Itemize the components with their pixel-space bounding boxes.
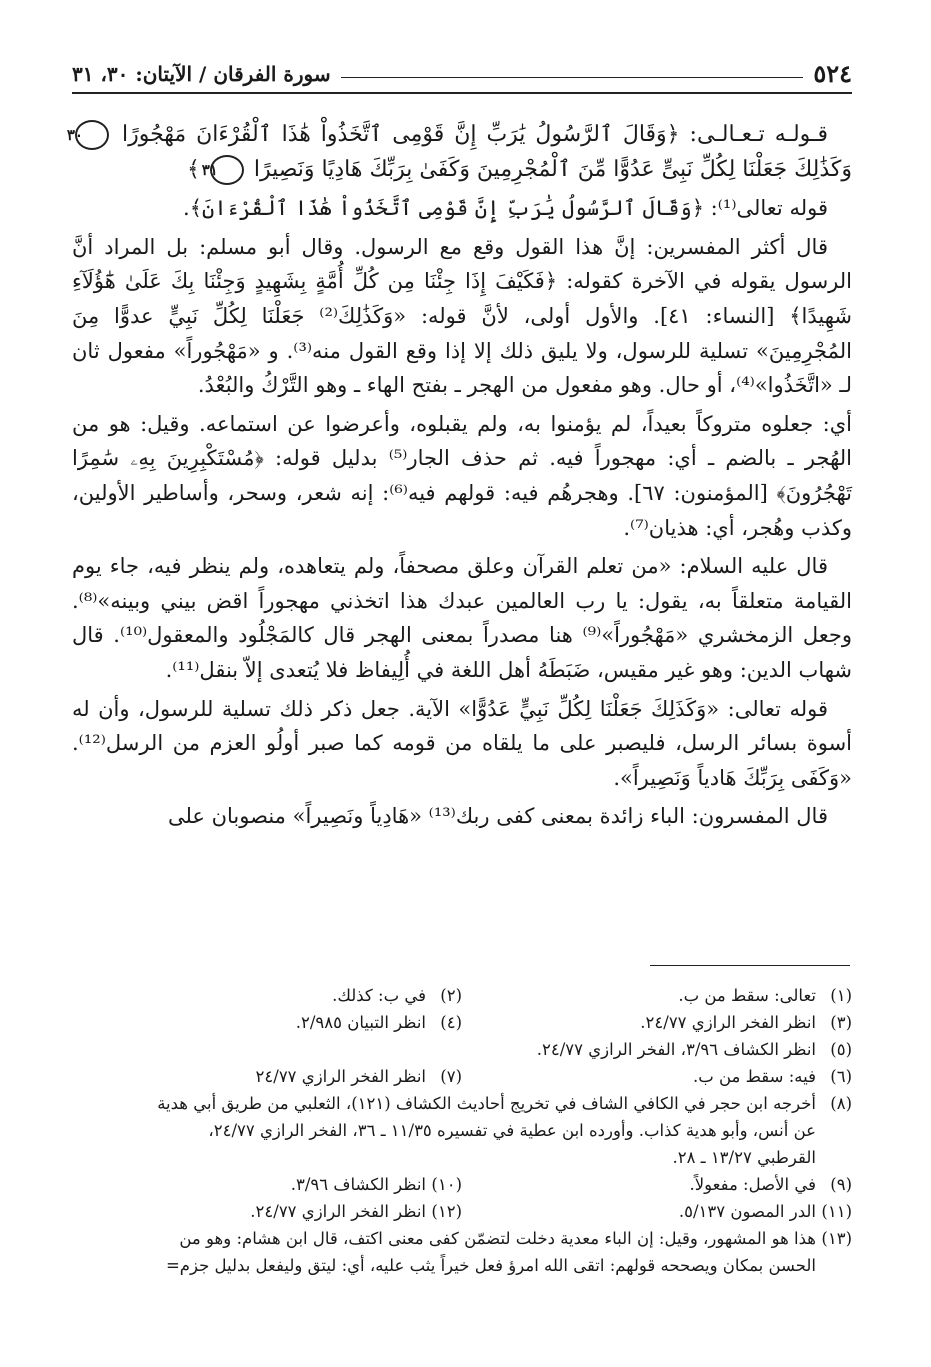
footnotes xyxy=(72,982,852,1279)
footnote-5 xyxy=(72,1036,852,1063)
footnote-8-line-3: القرطبي ١٣/٢٧ ـ ٢٨. xyxy=(672,1148,816,1167)
paragraph-6: قال المفسرون: الباء زائدة بمعنى كفى ربك⁽¹³⁾ «هَادِياً ونَصِيراً» منصوبان على xyxy=(167,804,828,829)
footnote-1 xyxy=(462,982,852,1009)
footnote-8-line-2: عن أنس، وأبو هدية كذاب. وأورده ابن عطية في تفسيره ١١/٣٥ ـ ٣٦، الفخر الرازي ٢٤/٧٧، xyxy=(208,1121,816,1140)
footnote-7 xyxy=(72,1063,462,1090)
footnote-4 xyxy=(72,1009,462,1036)
footnote-text: انظر التبيان ٢/٩٨٥. xyxy=(295,1013,426,1032)
verse-close-bracket: ﴾ xyxy=(186,156,200,182)
footnote-text: هذا هو المشهور، وقيل: إن الباء معدية دخلت لتضمّن كفى معنى اكتف، قال ابن هشام: وهو من xyxy=(179,1229,816,1248)
footnote-row xyxy=(72,1198,852,1225)
footnote-6 xyxy=(462,1063,852,1090)
paragraph-1: قوله تعالى⁽¹⁾: ﴿وَقَالَ ٱلرَّسُولُ يَٰرَبِّ إِنَّ قَوْمِى ٱتَّخَذُواْ هَٰذَا ٱلْقُرْءَانَ﴾. xyxy=(183,196,828,221)
footnote-12 xyxy=(72,1198,462,1225)
footnote-number: (٥) xyxy=(830,1040,852,1059)
footnote-number: (١٢) xyxy=(431,1202,462,1221)
paragraph-4: قال عليه السلام: «من تعلم القرآن وعلق مصحفاً، ولم يتعاهده، ولم ينظر فيه، جاء يوم القيامة متعلقاً به، يقول: يا رب العالمين عبدك هذا اتخذني مهجوراً اقض بيني وبينه»⁽⁸⁾. وجعل الزمخشري «مَهْجُوراً»⁽⁹⁾ هنا مصدراً بمعنى الهجر قال كالمَجْلُود والمعقول⁽¹⁰⁾. قال شهاب الدين: وهو غير مقيس، ضَبَطَهُ أهل اللغة في أُلِيفاظ فلا يُتعدى إلاّ بنقل⁽¹¹⁾. xyxy=(72,554,852,682)
footnote-text: انظر الفخر الرازي ٢٤/٧٧ xyxy=(255,1067,426,1086)
footnote-row xyxy=(72,1171,852,1198)
running-title: سورة الفرقان / الآيتان: ٣٠، ٣١ xyxy=(72,62,331,86)
footnote-number: (٢) xyxy=(440,986,462,1005)
footnote-text: فيه: سقط من ب. xyxy=(692,1067,816,1086)
footnote-row xyxy=(72,982,852,1009)
footnote-8 xyxy=(72,1090,852,1117)
quran-verse-block xyxy=(66,118,852,187)
footnote-separator xyxy=(650,965,850,966)
footnote-number: (٣) xyxy=(830,1013,852,1032)
footnote-row xyxy=(72,1009,852,1036)
footnote-text: تعالى: سقط من ب. xyxy=(678,986,816,1005)
footnote-9 xyxy=(462,1171,852,1198)
footnote-row xyxy=(72,1036,852,1063)
verse-text-30: ﴿وَقَالَ ٱلرَّسُولُ يَٰرَبِّ إِنَّ قَوْمِى ٱتَّخَذُواْ هَٰذَا ٱلْقُرْءَانَ مَهْجُورًا xyxy=(121,122,680,147)
verse-intro: قـولـه تـعـالـى: xyxy=(689,122,829,147)
footnote-text: انظر الفخر الرازي ٢٤/٧٧. xyxy=(250,1202,426,1221)
header-rule xyxy=(341,77,804,78)
footnote-row xyxy=(72,1090,852,1117)
footnote-text: انظر الكشاف ٣/٩٦، الفخر الرازي ٢٤/٧٧. xyxy=(536,1040,816,1059)
footnote-number: (٩) xyxy=(830,1175,852,1194)
footnote-text: الدر المصون ٥/١٣٧. xyxy=(678,1202,816,1221)
footnote-number: (٦) xyxy=(830,1067,852,1086)
paragraph-2: قال أكثر المفسرين: إنَّ هذا القول وقع مع الرسول. وقال أبو مسلم: بل المراد أنَّ الرسول يقوله في الآخرة كقوله: ﴿فَكَيْفَ إِذَا جِئْنَا مِن كُلِّ أُمَّةٍ بِشَهِيدٍ وَجِئْنَا بِكَ عَلَىٰ هَٰٓؤُلَآءِ شَهِيدًا﴾ [النساء: ٤١]. والأول أولى، لأنَّ قوله: «وَكَذَٰلِكَ⁽²⁾ جَعَلْنَا لِكُلِّ نَبِيٍّ عدوًّا مِنَ المُجْرِمِينَ» تسلية للرسول، ولا يليق ذلك إلا إذا وقع القول منه⁽³⁾. و «مَهْجُوراً» مفعول ثان لـ «اتَّخَذُوا»⁽⁴⁾، أو حال. وهو مفعول من الهجر ـ بفتح الهاء ـ وهو التَّرْكُ والبُعْدُ. xyxy=(72,234,852,398)
footnote-number: (٤) xyxy=(440,1013,462,1032)
footnote-number: (١٣) xyxy=(821,1229,852,1248)
verse-text-31: وَكَذَٰلِكَ جَعَلْنَا لِكُلِّ نَبِىٍّ عَدُوًّا مِّنَ ٱلْمُجْرِمِينَ وَكَفَىٰ بِرَبِّكَ هَادِيًا وَنَصِيرًا xyxy=(253,156,852,182)
footnote-text: انظر الفخر الرازي ٢٤/٧٧. xyxy=(640,1013,816,1032)
footnote-text: في ب: كذلك. xyxy=(332,986,426,1005)
footnote-row xyxy=(72,1063,852,1090)
main-text xyxy=(66,118,852,838)
paragraph-5: قوله تعالى: «وَكَذَلِكَ جَعَلْنَا لِكُلِّ نَبِيٍّ عَدُوًّا» الآية. جعل ذكر ذلك تسلية للرسول، وأن له أسوة بسائر الرسل، فليصبر على ما يلقاه من قومه كما صبر أولُو العزم من الرسل⁽¹²⁾. «وَكَفَى بِرَبِّكَ هَادياً وَنَصِيراً». xyxy=(72,696,852,790)
aya-number-31: ٣١ xyxy=(210,155,244,185)
footnote-text: انظر الكشاف ٣/٩٦. xyxy=(290,1175,426,1194)
footnote-text: أخرجه ابن حجر في الكافي الشاف في تخريج أحاديث الكشاف (١٢١)، الثعلبي من طريق أبي هدية xyxy=(157,1094,816,1113)
footnote-10 xyxy=(72,1171,462,1198)
footnote-number: (٧) xyxy=(440,1067,462,1086)
footnote-row xyxy=(72,1225,852,1252)
footnote-text: في الأصل: مفعولاً. xyxy=(689,1175,816,1194)
page-number: ٥٢٤ xyxy=(813,59,852,88)
footnote-2 xyxy=(72,982,462,1009)
footnote-number: (٨) xyxy=(830,1094,852,1113)
aya-number-30: ٣٠ xyxy=(75,120,109,150)
paragraph-3: أي: جعلوه متروكاً بعيداً، لم يؤمنوا به، ولم يقبلوه، وأعرضوا عن استماعه. وقيل: هو من الهُجر ـ بالضم ـ أي: مهجوراً فيه. ثم حذف الجار⁽⁵⁾ بدليل قوله: ﴿مُسْتَكْبِرِينَ بِهِۦ سَٰمِرًا تَهْجُرُونَ﴾ [المؤمنون: ٦٧]. وهجرهُم فيه: قولهم فيه⁽⁶⁾: إنه شعر، وسحر، وأساطير الأولين، وكذب وهُجر، أي: هذيان⁽⁷⁾. xyxy=(72,411,852,540)
footnote-number: (١) xyxy=(830,986,852,1005)
footnote-13-line-2: الحسن بمكان ويصححه قولهم: اتقى الله امرؤ فعل خيراً يثب عليه، أي: ليتق وليفعل بدليل جزم= xyxy=(165,1256,816,1275)
footnote-13 xyxy=(72,1225,852,1252)
footnote-number: (١١) xyxy=(821,1202,852,1221)
footnote-number: (١٠) xyxy=(431,1175,462,1194)
footnote-3 xyxy=(462,1009,852,1036)
footnote-11 xyxy=(462,1198,852,1225)
page-header xyxy=(72,52,852,94)
